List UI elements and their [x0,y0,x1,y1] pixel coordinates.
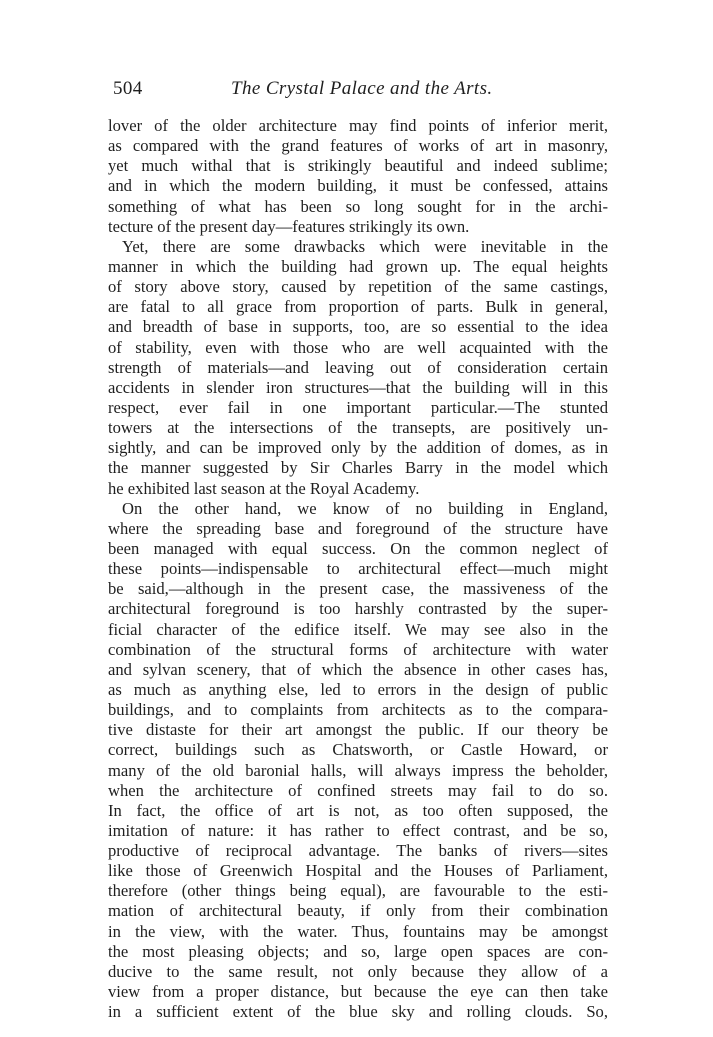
page-number: 504 [113,78,143,99]
text-line: tecture of the present day—features strikingly its own. [108,216,470,236]
text-line: combination of the structural forms of architecture with water [108,639,608,659]
text-line: the most pleasing objects; and so, large open spaces are con- [108,941,608,961]
text-line: mation of architectural beauty, if only from their combination [108,901,608,921]
text-line: as much as anything else, led to errors in the design of public [108,679,608,699]
running-title: The Crystal Palace and the Arts. [231,78,493,99]
text-line: architectural foreground is too harshly contrasted by the super- [108,599,608,619]
text-line: respect, ever fail in one important particular.—The stunted [108,397,608,417]
page-header [113,78,608,108]
text-line: when the architecture of confined streets may fail to do so. [108,780,608,800]
text-line: like those of Greenwich Hospital and the Houses of Parliament, [108,861,608,881]
text-line: and breadth of base in supports, too, are so essential to the idea [108,317,608,337]
text-line: manner in which the building had grown up. The equal heights [108,256,608,276]
text-line: accidents in slender iron structures—that the building will in this [108,377,608,397]
text-line: In fact, the office of art is not, as too often supposed, the [108,800,608,820]
text-line: lover of the older architecture may find points of inferior merit, [108,116,608,135]
text-line: of story above story, caused by repetition of the same castings, [108,277,608,297]
text-line: many of the old baronial halls, will always impress the beholder, [108,760,608,780]
text-line: and sylvan scenery, that of which the absence in other cases has, [108,659,608,679]
text-line: where the spreading base and foreground of the structure have [108,518,608,538]
text-line: ducive to the same result, not only because they allow of a [108,961,608,981]
text-line: On the other hand, we know of no building in England, [122,498,608,518]
text-line: productive of reciprocal advantage. The banks of rivers—sites [108,841,608,861]
text-line: yet much withal that is strikingly beautiful and indeed sublime; [108,156,608,176]
text-line: in a sufficient extent of the blue sky and rolling clouds. So, [108,1002,608,1022]
text-line: buildings, and to complaints from architects as to the compara- [108,700,608,720]
text-line: are fatal to all grace from proportion of parts. Bulk in general, [108,297,608,317]
text-line: towers at the intersections of the transepts, are positively un- [108,418,608,438]
text-line: correct, buildings such as Chatsworth, or Castle Howard, or [108,740,608,760]
text-line: he exhibited last season at the Royal Academy. [108,478,420,498]
text-line: ficial character of the edifice itself. We may see also in the [108,619,608,639]
text-line: something of what has been so long sought for in the archi- [108,196,608,216]
text-line: the manner suggested by Sir Charles Barry in the model which [108,458,608,478]
text-line: and in which the modern building, it must be confessed, attains [108,176,608,196]
text-line: of stability, even with those who are well acquainted with the [108,337,608,357]
text-line: as compared with the grand features of works of art in masonry, [108,136,608,156]
text-line: tive distaste for their art amongst the public. If our theory be [108,720,608,740]
text-line: been managed with equal success. On the common neglect of [108,538,608,558]
text-line: sightly, and can be improved only by the addition of domes, as in [108,438,608,458]
text-line: imitation of nature: it has rather to effect contrast, and be so, [108,820,608,840]
text-line: Yet, there are some drawbacks which were inevitable in the [122,236,608,256]
text-line: be said,—although in the present case, the massiveness of the [108,579,608,599]
text-line: therefore (other things being equal), are favourable to the esti- [108,881,608,901]
text-line: these points—indispensable to architectural effect—much might [108,559,608,579]
text-line: strength of materials—and leaving out of consideration certain [108,357,608,377]
body-text [108,116,608,1022]
text-line: in the view, with the water. Thus, fountains may be amongst [108,921,608,941]
text-line: view from a proper distance, but because the eye can then take [108,982,608,1002]
